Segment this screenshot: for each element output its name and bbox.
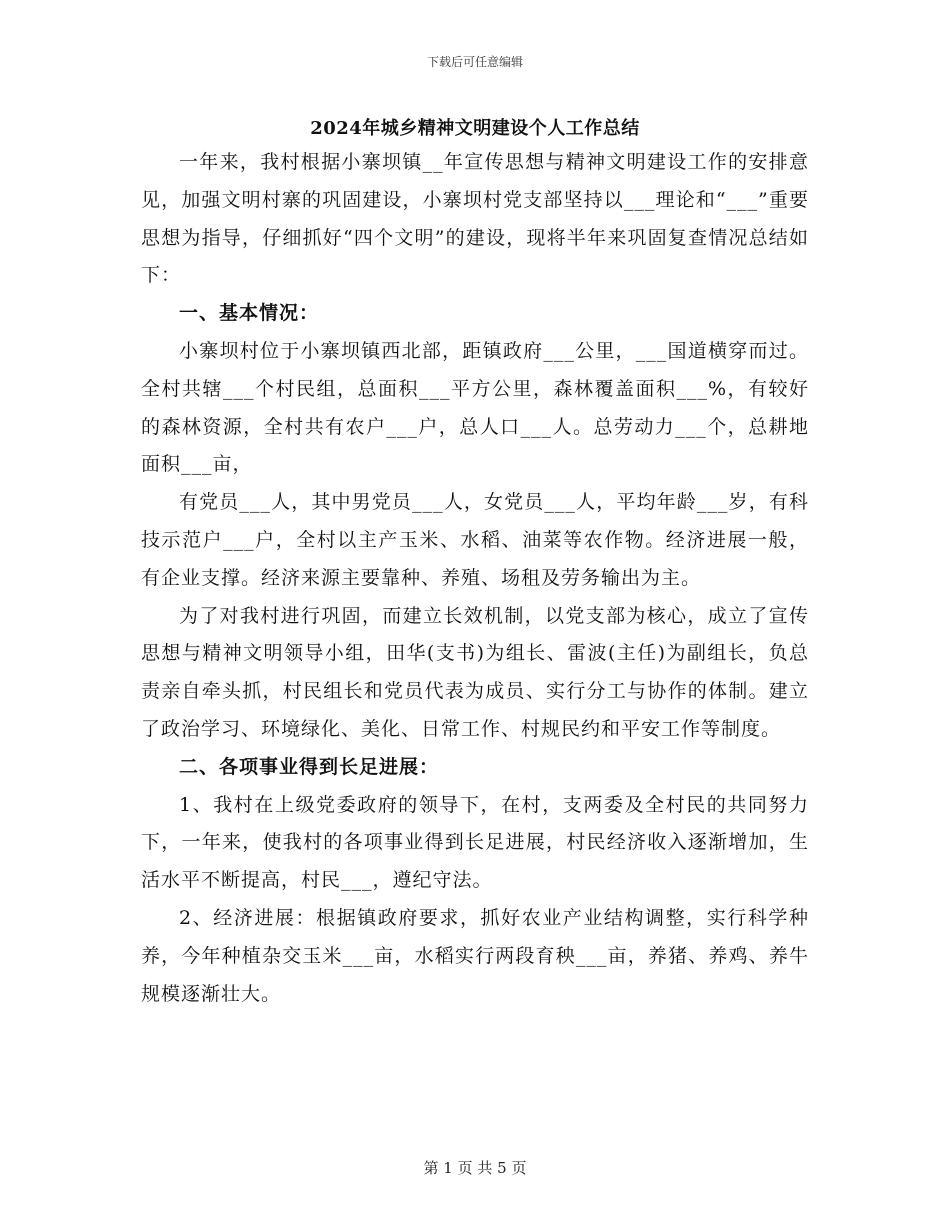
paragraph-intro: 一年来，我村根据小寨坝镇__年宣传思想与精神文明建设工作的安排意见，加强文明村寨的巩固建设，小寨坝村党支部坚持以___理论和“___”重要思想为指导，仔细抓好“四个文明”的建设，现将半年来巩固复查情况总结如下： — [141, 151, 809, 287]
section-heading-progress: 二、各项事业得到长足进展： — [179, 755, 440, 778]
paragraph-progress-1: 1、我村在上级党委政府的领导下，在村，支两委及全村民的共同努力下，一年来，使我村的各项事业得到长足进展，村民经济收入逐渐增加，生活水平不断提高，村民___，遵纪守法。 — [141, 793, 809, 892]
paragraph-leadership-group: 为了对我村进行巩固，而建立长效机制，以党支部为核心，成立了宣传思想与精神文明领导小组，田华(支书)为组长、雷波(主任)为副组长，负总责亲自牵头抓，村民组长和党员代表为成员、实行分工与协作的体制。建立了政治学习、环境绿化、美化、日常工作、村规民约和平安工作等制度。 — [141, 604, 809, 740]
paragraph-party-members: 有党员___人，其中男党员___人，女党员___人，平均年龄___岁，有科技示范户___户，全村以主产玉米、水稻、油菜等农作物。经济进展一般，有企业支撑。经济来源主要靠种、养殖、场租及劳务输出为主。 — [141, 491, 809, 589]
document-body — [141, 144, 809, 1013]
page-header-note: 下载后可任意编辑 — [426, 55, 523, 69]
section-heading-basic-situation: 一、基本情况： — [179, 302, 320, 325]
page-number-footer: 第 1 页 共 5 页 — [423, 1159, 527, 1177]
document-title: 2024年城乡精神文明建设个人工作总结 — [310, 118, 640, 139]
paragraph-village-overview: 小寨坝村位于小寨坝镇西北部，距镇政府___公里，___国道横穿而过。全村共辖___个村民组，总面积___平方公里，森林覆盖面积___%，有较好的森林资源，全村共有农户___户，总人口___人。总劳动力___个，总耕地面积___亩， — [141, 339, 809, 476]
paragraph-progress-2: 2、经济进展：根据镇政府要求，抓好农业产业结构调整，实行科学种养，今年种植杂交玉米___亩，水稻实行两段育秧___亩，养猪、养鸡、养牛规模逐渐壮大。 — [141, 906, 809, 1005]
